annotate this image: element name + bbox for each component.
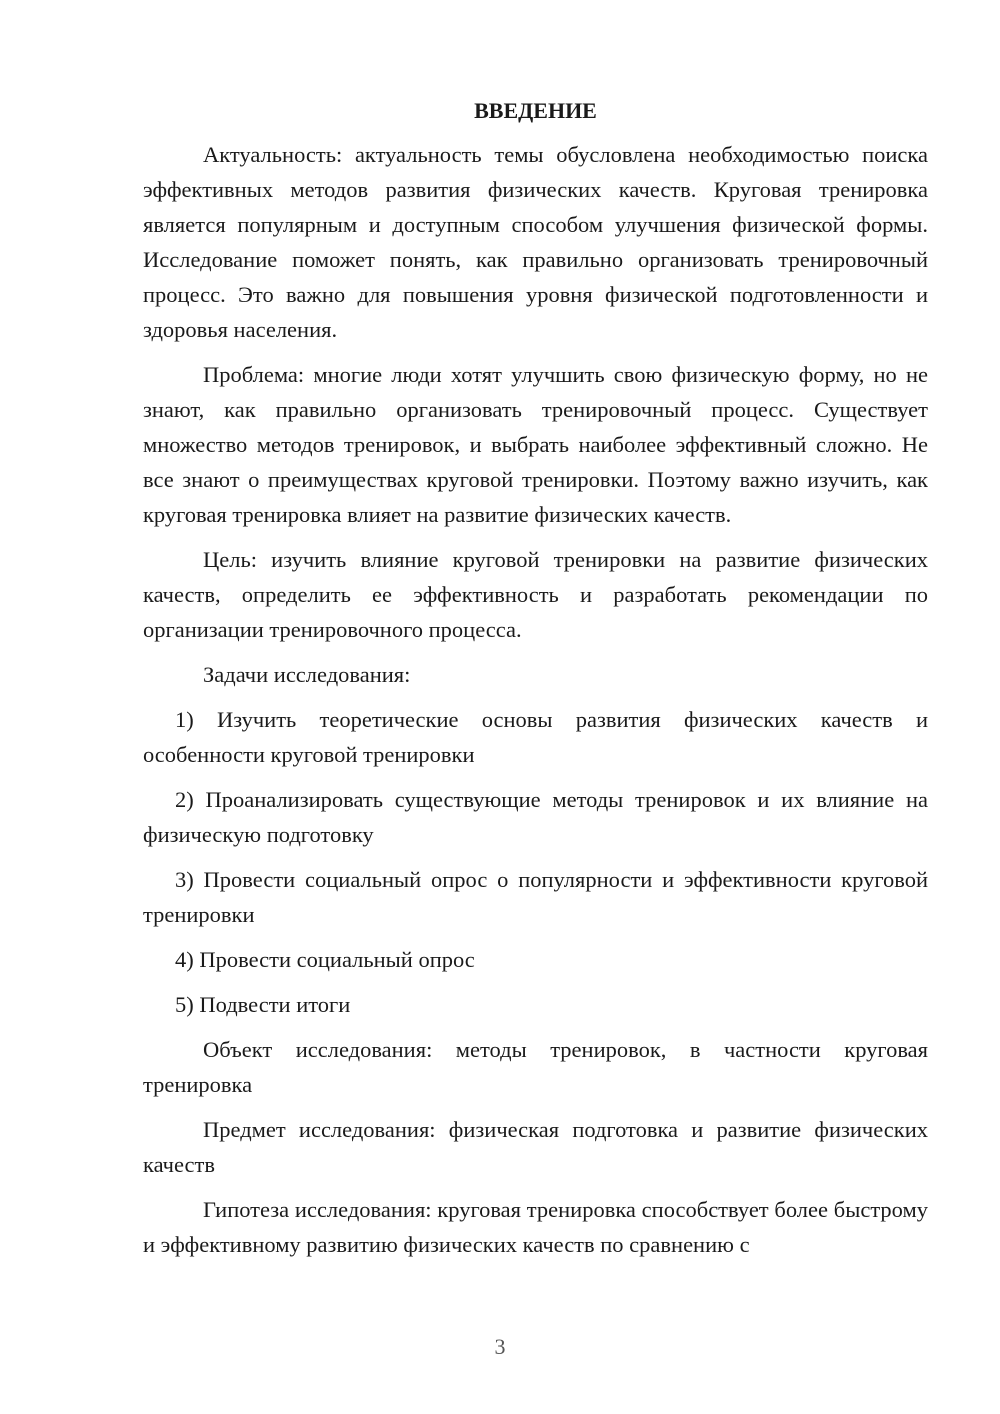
tasks-title: Задачи исследования: (203, 662, 411, 687)
section-heading: ВВЕДЕНИЕ (474, 98, 597, 123)
task-item: 1) Изучить теоретические основы развития физических качеств и особенности круговой тренировки (143, 707, 928, 767)
task-item: 2) Проанализировать существующие методы тренировок и их влияние на физическую подготовку (143, 787, 928, 847)
page-number: 3 (494, 1334, 506, 1359)
object-paragraph: Объект исследования: методы тренировок, в частности круговая тренировка (143, 1037, 928, 1097)
hypothesis-paragraph: Гипотеза исследования: круговая тренировка способствует более быстрому и эффективному развитию физических качеств по сравнению с (143, 1197, 928, 1257)
subject-paragraph: Предмет исследования: физическая подготовка и развитие физических качеств (143, 1117, 928, 1177)
goal-paragraph: Цель: изучить влияние круговой тренировки на развитие физических качеств, определить ее эффективность и разработать рекомендации по организации тренировочного процесса. (143, 547, 928, 642)
task-item: 3) Провести социальный опрос о популярности и эффективности круговой тренировки (143, 867, 928, 927)
task-item: 5) Подвести итоги (175, 992, 351, 1017)
document-page (143, 94, 928, 1272)
relevance-paragraph: Актуальность: актуальность темы обусловлена необходимостью поиска эффективных методов развития физических качеств. Круговая тренировка является популярным и доступным способом улучшения физической формы. Исследование поможет понять, как правильно организовать тренировочный процесс. Это важно для повышения уровня физической подготовленности и здоровья населения. (143, 142, 928, 342)
problem-paragraph: Проблема: многие люди хотят улучшить свою физическую форму, но не знают, как правильно организовать тренировочный процесс. Существует множество методов тренировок, и выбрать наиболее эффективный сложно. Не все знают о преимуществах круговой тренировки. Поэтому важно изучить, как круговая тренировка влияет на развитие физических качеств. (143, 362, 928, 527)
task-item: 4) Провести социальный опрос (175, 947, 475, 972)
